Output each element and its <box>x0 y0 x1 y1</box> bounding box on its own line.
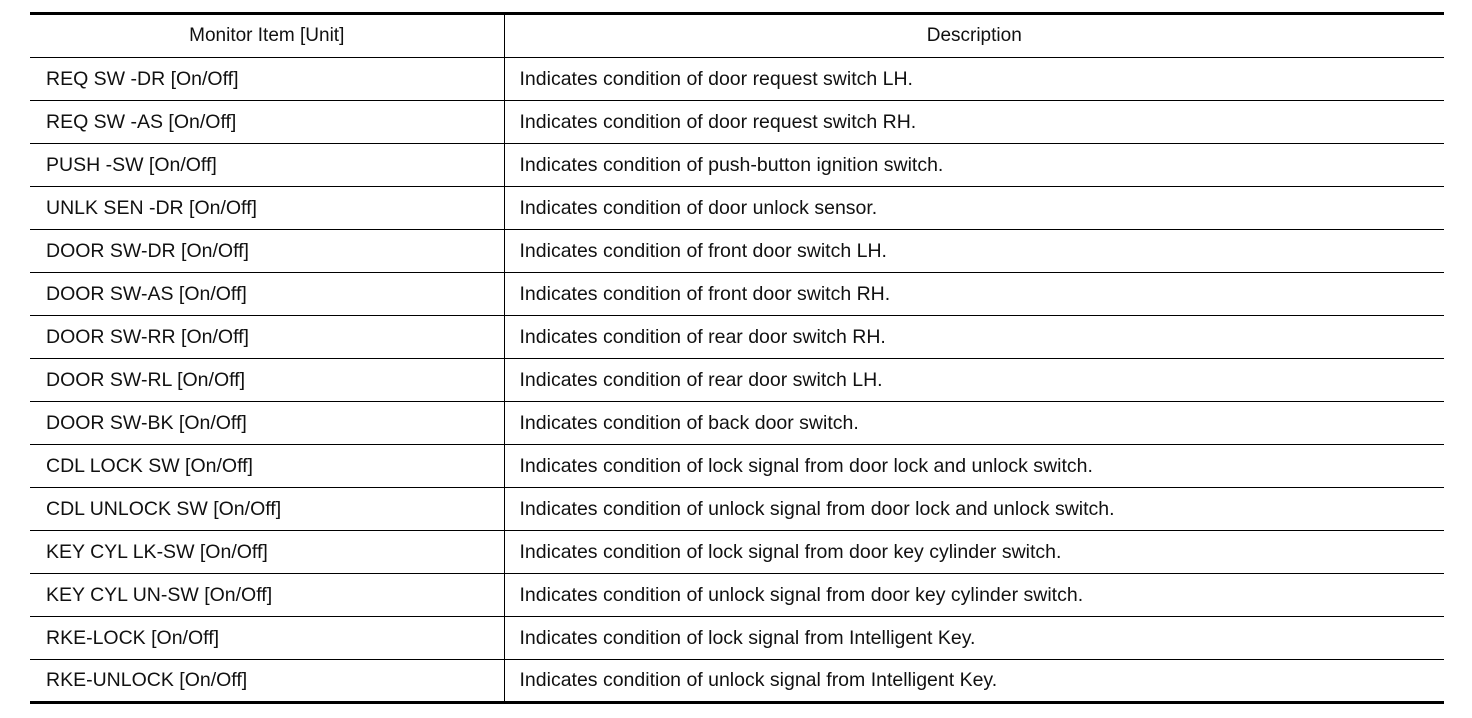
header-monitor-item: Monitor Item [Unit] <box>30 14 504 58</box>
description-cell: Indicates condition of unlock signal from door key cylinder switch. <box>504 574 1444 617</box>
description-cell: Indicates condition of rear door switch RH. <box>504 316 1444 359</box>
description-cell: Indicates condition of lock signal from Intelligent Key. <box>504 617 1444 660</box>
table-row <box>30 316 1444 359</box>
table-row <box>30 58 1444 101</box>
monitor-item-cell: DOOR SW-BK [On/Off] <box>30 402 504 445</box>
description-cell: Indicates condition of front door switch LH. <box>504 230 1444 273</box>
description-cell: Indicates condition of door request switch RH. <box>504 101 1444 144</box>
table-row <box>30 445 1444 488</box>
table-row <box>30 574 1444 617</box>
monitor-item-cell: KEY CYL LK-SW [On/Off] <box>30 531 504 574</box>
description-cell: Indicates condition of rear door switch LH. <box>504 359 1444 402</box>
table-row <box>30 402 1444 445</box>
description-cell: Indicates condition of lock signal from door key cylinder switch. <box>504 531 1444 574</box>
table-row <box>30 273 1444 316</box>
table-row <box>30 101 1444 144</box>
table-header <box>30 14 1444 58</box>
table-row <box>30 488 1444 531</box>
table-row <box>30 660 1444 703</box>
monitor-item-cell: DOOR SW-DR [On/Off] <box>30 230 504 273</box>
table-row <box>30 359 1444 402</box>
monitor-item-cell: DOOR SW-AS [On/Off] <box>30 273 504 316</box>
description-cell: Indicates condition of unlock signal from door lock and unlock switch. <box>504 488 1444 531</box>
monitor-item-cell: CDL UNLOCK SW [On/Off] <box>30 488 504 531</box>
monitor-item-cell: REQ SW -AS [On/Off] <box>30 101 504 144</box>
description-cell: Indicates condition of lock signal from door lock and unlock switch. <box>504 445 1444 488</box>
header-row <box>30 14 1444 58</box>
table-body <box>30 58 1444 703</box>
table-row <box>30 144 1444 187</box>
monitor-item-cell: RKE-UNLOCK [On/Off] <box>30 660 504 703</box>
table-row <box>30 187 1444 230</box>
description-cell: Indicates condition of door unlock sensor. <box>504 187 1444 230</box>
monitor-item-table <box>30 12 1444 704</box>
description-cell: Indicates condition of push-button ignition switch. <box>504 144 1444 187</box>
monitor-item-cell: CDL LOCK SW [On/Off] <box>30 445 504 488</box>
description-cell: Indicates condition of unlock signal from Intelligent Key. <box>504 660 1444 703</box>
monitor-item-cell: REQ SW -DR [On/Off] <box>30 58 504 101</box>
description-cell: Indicates condition of door request switch LH. <box>504 58 1444 101</box>
monitor-item-cell: UNLK SEN -DR [On/Off] <box>30 187 504 230</box>
table-row <box>30 617 1444 660</box>
table-row <box>30 531 1444 574</box>
description-cell: Indicates condition of front door switch RH. <box>504 273 1444 316</box>
monitor-item-cell: DOOR SW-RL [On/Off] <box>30 359 504 402</box>
monitor-item-cell: KEY CYL UN-SW [On/Off] <box>30 574 504 617</box>
header-description: Description <box>504 14 1444 58</box>
monitor-item-cell: PUSH -SW [On/Off] <box>30 144 504 187</box>
description-cell: Indicates condition of back door switch. <box>504 402 1444 445</box>
monitor-item-cell: RKE-LOCK [On/Off] <box>30 617 504 660</box>
monitor-item-cell: DOOR SW-RR [On/Off] <box>30 316 504 359</box>
table-row <box>30 230 1444 273</box>
